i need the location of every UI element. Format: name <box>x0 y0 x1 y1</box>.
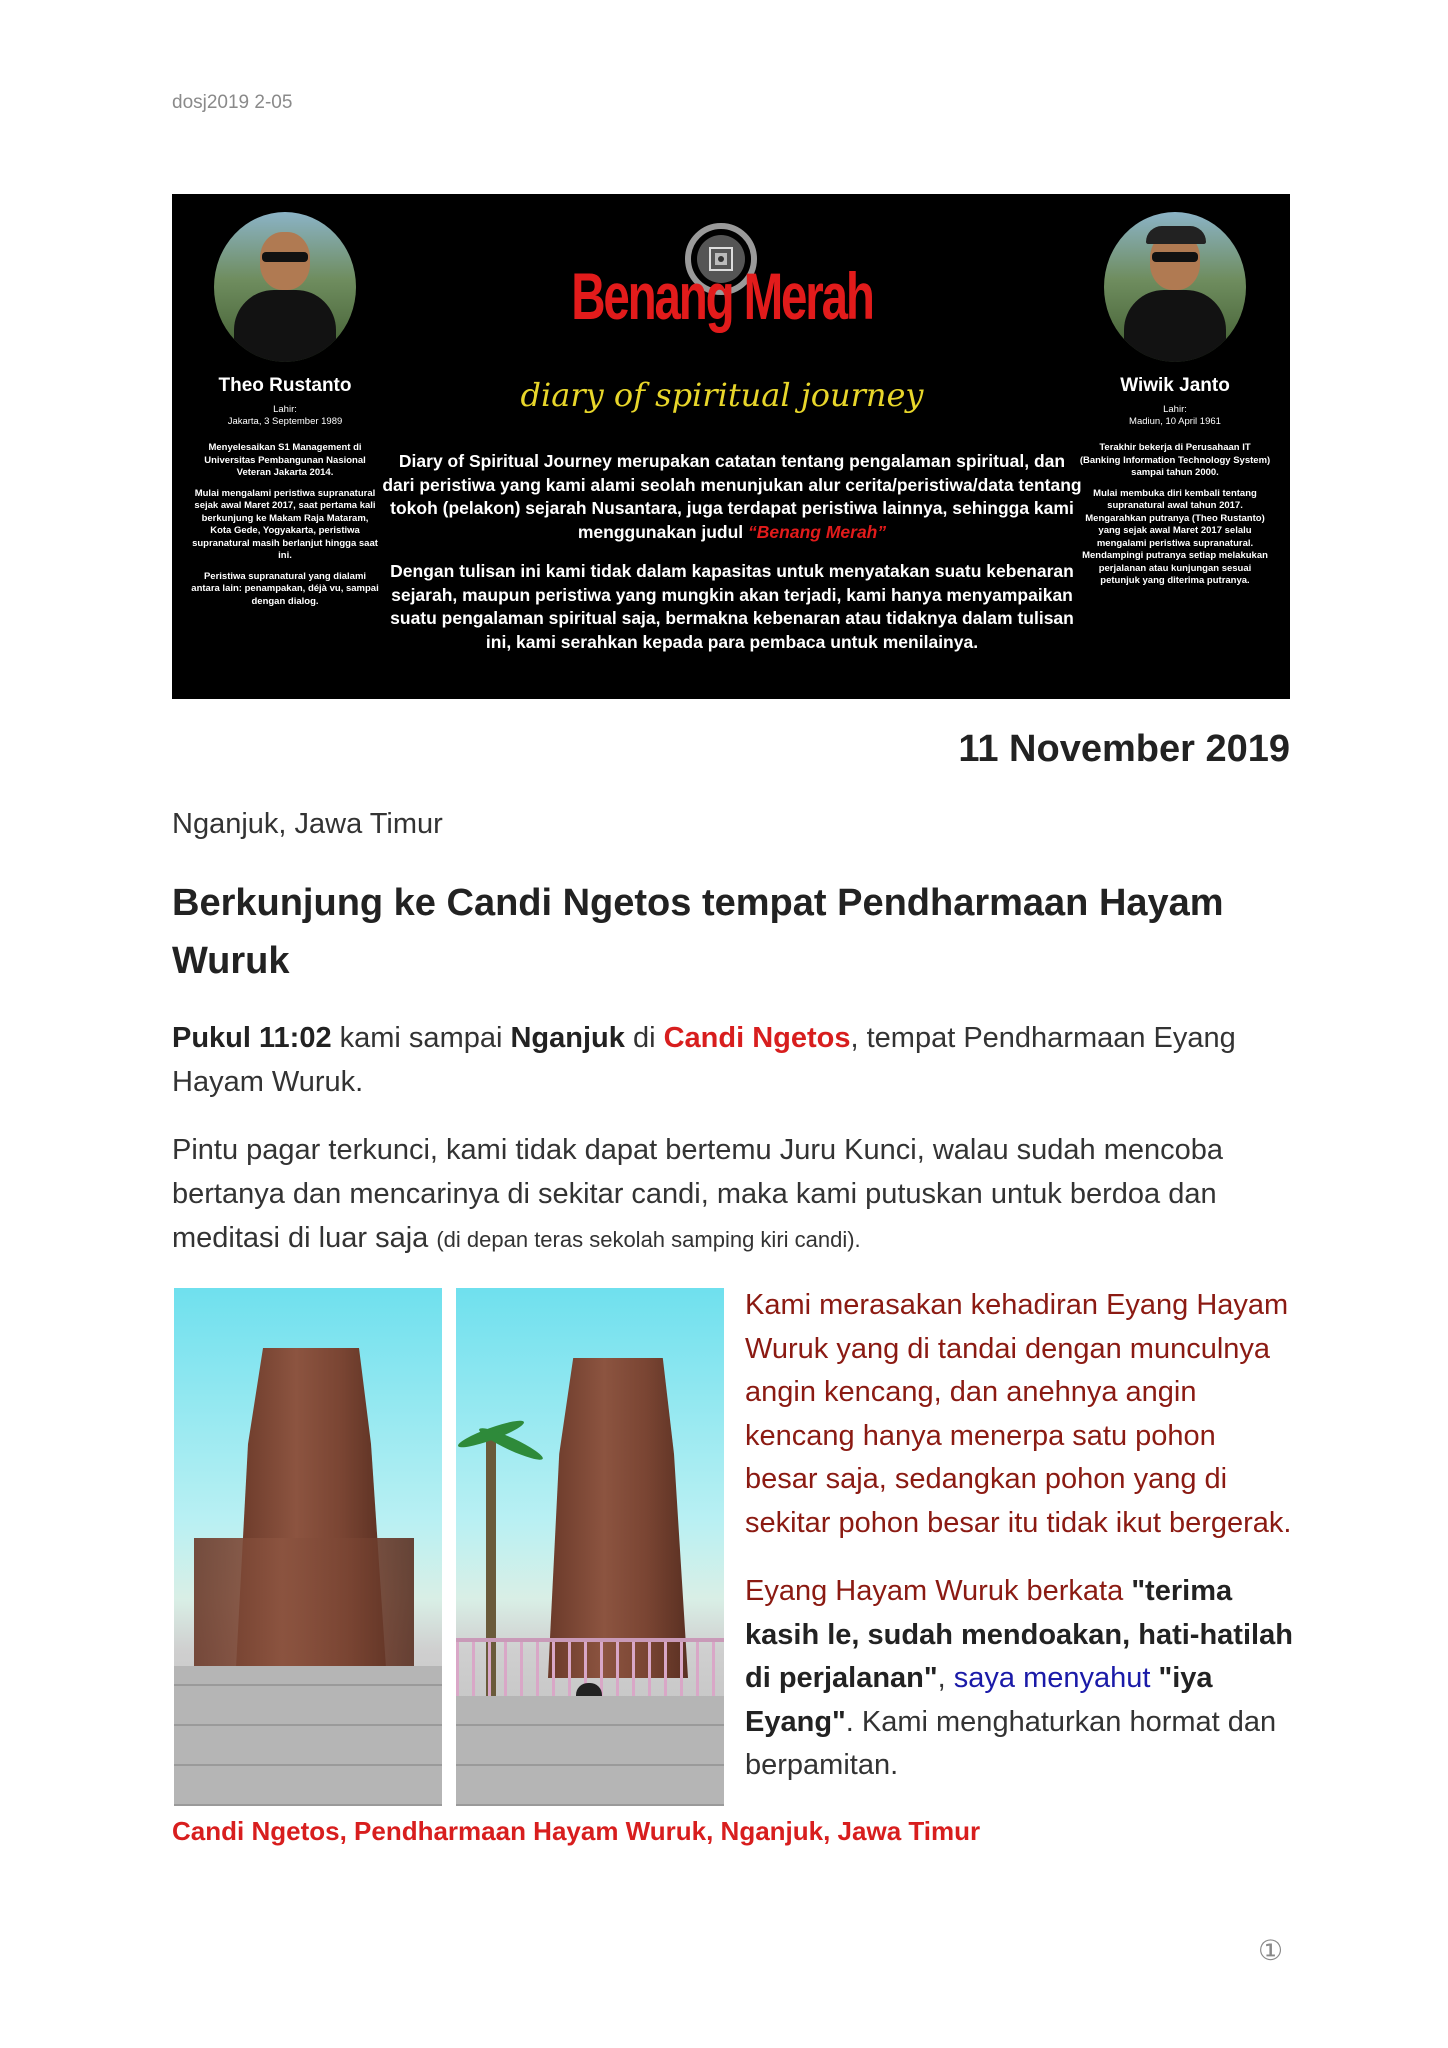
banner-subtitle: diary of spiritual journey <box>520 376 924 414</box>
bio-text: Menyelesaikan S1 Management di Universitas Pembangunan Nasional Veteran Jakarta 2014. <box>204 442 366 478</box>
portrait-theo-rustanto <box>214 212 356 362</box>
paragraph-gate: Pintu pagar terkunci, kami tidak dapat bertemu Juru Kunci, walau sudah mencoba bertanya dan mencarinya di sekitar candi, maka kami putuskan untuk berdoa dan meditasi di luar saja (di depan teras sekolah samping kiri candi). <box>172 1134 1224 1254</box>
article-date: 11 November 2019 <box>958 728 1290 770</box>
bio-right <box>1078 374 1272 596</box>
candi-ngetos-link[interactable]: Candi Ngetos <box>663 1022 851 1054</box>
article-title: Berkunjung ke Candi Ngetos tempat Pendharmaan Hayam Wuruk <box>172 882 1224 982</box>
portrait-wiwik-janto <box>1104 212 1246 362</box>
bio-text: Peristiwa supranatural yang dialami antara lain: penampakan, déjà vu, sampai dengan dialog. <box>191 570 379 607</box>
document-id: dosj2019 2-05 <box>172 92 293 113</box>
author-name: Wiwik Janto <box>1120 375 1230 396</box>
bio-text: Mulai membuka diri kembali tentang supranatural awal tahun 2017. Mengarahkan putranya (Theo Rustanto) yang sejak awal Maret 2017 selalu mengalami peristiwa supranatural. Mendampingi putranya setiap melakukan perjalanan atau kunjungan sesuai petunjuk yang diterima putranya. <box>1082 487 1268 586</box>
bio-text: Mulai mengalami peristiwa supranatural sejak awal Maret 2017, saat pertama kali berkunjung ke Makam Raja Mataram, Kota Gede, Yogyakarta, peristiwa supranatural masih berlanjut hingga saat ini. <box>192 487 378 561</box>
banner-logo-title: Benang Merah <box>571 259 873 333</box>
birth-info: Lahir: Jakarta, 3 September 1989 <box>227 404 343 427</box>
photo-candi-ngetos-1 <box>174 1288 442 1806</box>
paragraph-dialog: Eyang Hayam Wuruk berkata "terima kasih le, sudah mendoakan, hati-hatilah di perjalanan", saya menyahut "iya Eyang". Kami menghaturkan hormat dan berpamitan. <box>745 1575 1293 1781</box>
paragraph-presence: Kami merasakan kehadiran Eyang Hayam Wuruk yang di tandai dengan munculnya angin kencang, dan anehnya angin kencang hanya menerpa satu pohon besar saja, sedangkan pohon yang di sekitar pohon besar itu tidak ikut bergerak. <box>745 1289 1292 1539</box>
article-location: Nganjuk, Jawa Timur <box>172 808 443 840</box>
intro-highlight: “Benang Merah” <box>748 521 887 542</box>
photo-caption: Candi Ngetos, Pendharmaan Hayam Wuruk, Nganjuk, Jawa Timur <box>172 1816 981 1846</box>
banner-intro <box>382 450 1082 670</box>
photo-candi-ngetos-2 <box>456 1288 724 1806</box>
bio-left <box>190 374 380 616</box>
reply-text: saya menyahut <box>953 1662 1151 1694</box>
intro-paragraph-1: Diary of Spiritual Journey merupakan catatan tentang pengalaman spiritual, dan dari peristiwa yang kami alami seolah menunjukan alur cerita/peristiwa/data tentang tokoh (pelakon) sejarah Nusantara, juga terdapat peristiwa lainnya, sehingga kami menggunakan judul “Benang Merah” <box>382 451 1082 542</box>
header-banner <box>172 194 1290 699</box>
intro-paragraph-2: Dengan tulisan ini kami tidak dalam kapasitas untuk menyatakan suatu kebenaran sejarah, maupun peristiwa yang mungkin akan terjadi, kami hanya menyampaikan suatu pengalaman spiritual saja, bermakna kebenaran atau tidaknya dalam tulisan ini, kami serahkan kepada para pembaca untuk menilainya. <box>390 561 1074 652</box>
paragraph-arrival: Pukul 11:02 kami sampai Nganjuk di Candi Ngetos, tempat Pendharmaan Eyang Hayam Wuruk. <box>172 1022 1236 1098</box>
birth-info: Lahir: Madiun, 10 April 1961 <box>1129 404 1221 427</box>
author-name: Theo Rustanto <box>218 375 352 396</box>
page-number: ① <box>1258 1935 1284 1966</box>
bio-text: Terakhir bekerja di Perusahaan IT (Banking Information Technology System) sampai tahun 2000. <box>1079 442 1271 478</box>
